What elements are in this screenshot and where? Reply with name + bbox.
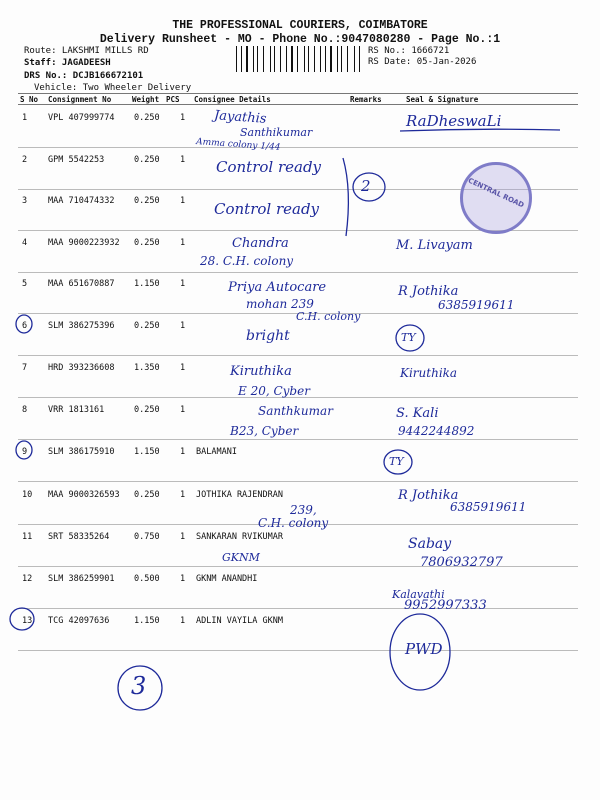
col-remarks: Remarks bbox=[350, 95, 382, 104]
r4-hand-name: Chandra bbox=[232, 236, 289, 251]
r10-signature: R Jothika bbox=[398, 488, 459, 503]
r5-hand-line2: mohan 239 bbox=[246, 297, 314, 311]
col-consignment: Consignment No bbox=[48, 95, 112, 104]
header-rule-top bbox=[18, 93, 578, 94]
rs-info bbox=[368, 46, 476, 68]
row-sno: 12 bbox=[22, 574, 33, 584]
staff-label: Staff: JAGADEESH bbox=[24, 58, 111, 68]
row-pcs: 1 bbox=[180, 155, 186, 165]
r8-hand-addr: B23, Cyber bbox=[230, 424, 299, 438]
r4-hand-addr: 28. C.H. colony bbox=[200, 254, 294, 268]
row-weight: 0.500 bbox=[134, 574, 160, 584]
row-pcs: 1 bbox=[180, 196, 186, 206]
row-pcs: 1 bbox=[180, 363, 186, 373]
row-weight: 0.750 bbox=[134, 532, 160, 542]
row-pcs: 1 bbox=[180, 490, 186, 500]
route-label: Route: LAKSHMI MILLS RD bbox=[24, 46, 149, 56]
row-consignment-no: SRT 58335264 bbox=[48, 532, 110, 542]
row-pcs: 1 bbox=[180, 279, 186, 289]
row-sno: 11 bbox=[22, 532, 33, 542]
row-consignment-no: MAA 651670887 bbox=[48, 279, 115, 289]
row-weight: 0.250 bbox=[134, 490, 160, 500]
row-weight: 0.250 bbox=[134, 321, 160, 331]
row-sno: 13 bbox=[22, 616, 33, 626]
row-consignment-no: VPL 407999774 bbox=[48, 113, 115, 123]
row-consignment-no: SLM 386175910 bbox=[48, 447, 115, 457]
row-consignment-no: HRD 393236608 bbox=[48, 363, 115, 373]
row-consignee: JOTHIKA RAJENDRAN bbox=[196, 490, 283, 500]
row-pcs: 1 bbox=[180, 321, 186, 331]
row-sno: 9 bbox=[22, 447, 28, 457]
row-weight: 0.250 bbox=[134, 238, 160, 248]
row-weight: 1.150 bbox=[134, 616, 160, 626]
drs-number: DRS No.: DCJB166672101 bbox=[24, 71, 144, 81]
row-divider bbox=[18, 608, 578, 609]
r11-phone: 7806932797 bbox=[420, 555, 503, 570]
row-weight: 1.150 bbox=[134, 279, 160, 289]
r11-signature: Sabay bbox=[408, 536, 452, 552]
r5-hand-line1: Priya Autocare bbox=[228, 280, 327, 295]
row-weight: 0.250 bbox=[134, 155, 160, 165]
row-sno: 10 bbox=[22, 490, 33, 500]
r8-phone: 9442244892 bbox=[398, 424, 475, 438]
row-consignee: ADLIN VAYILA GKNM bbox=[196, 616, 283, 626]
delivery-stamp: CENTRAL ROAD bbox=[460, 162, 532, 234]
r7-signature: Kiruthika bbox=[400, 366, 458, 380]
r6-hand-name: bright bbox=[246, 328, 290, 344]
row-sno: 3 bbox=[22, 196, 28, 206]
col-sno: S No bbox=[20, 95, 39, 104]
r1-hand-line2: Santhikumar bbox=[240, 126, 313, 139]
row-consignment-no: SLM 386259901 bbox=[48, 574, 115, 584]
bracket-mark bbox=[343, 158, 348, 236]
r13-signature: PWD bbox=[405, 640, 443, 658]
row-pcs: 1 bbox=[180, 616, 186, 626]
row-divider bbox=[18, 147, 578, 148]
row-weight: 0.250 bbox=[134, 405, 160, 415]
row-sno: 5 bbox=[22, 279, 28, 289]
col-pcs: PCS bbox=[166, 95, 180, 104]
r2-hand-note: Control ready bbox=[216, 158, 322, 176]
row-consignment-no: MAA 9000223932 bbox=[48, 238, 120, 248]
r2-circle-label: 2 bbox=[361, 177, 371, 195]
r9-signature: TY bbox=[389, 455, 404, 468]
r8-signature: S. Kali bbox=[396, 406, 439, 421]
r3-hand-note: Control ready bbox=[214, 200, 320, 218]
row-consignment-no: SLM 386275396 bbox=[48, 321, 115, 331]
header-rule-bottom bbox=[18, 104, 578, 105]
vehicle-label: Vehicle: Two Wheeler Delivery bbox=[34, 83, 192, 93]
rs-date: RS Date: 05-Jan-2026 bbox=[368, 57, 477, 67]
row-consignment-no: MAA 710474332 bbox=[48, 196, 115, 206]
row-divider bbox=[18, 650, 578, 651]
row-pcs: 1 bbox=[180, 405, 186, 415]
row-pcs: 1 bbox=[180, 574, 186, 584]
row-consignment-no: MAA 9000326593 bbox=[48, 490, 120, 500]
row-consignee: GKNM ANANDHI bbox=[196, 574, 258, 584]
col-seal: Seal & Signature bbox=[406, 95, 479, 104]
col-consignee: Consignee Details bbox=[194, 95, 271, 104]
row-sno: 7 bbox=[22, 363, 28, 373]
rs-number: RS No.: 1666721 bbox=[368, 46, 450, 56]
col-weight: Weight bbox=[132, 95, 160, 104]
r10-hand-addr1: 239, bbox=[290, 503, 317, 517]
r11-hand-note: GKNM bbox=[222, 551, 260, 564]
row-divider bbox=[18, 481, 578, 482]
row-weight: 1.350 bbox=[134, 363, 160, 373]
runsheet-subtitle: Delivery Runsheet - MO - Phone No.:9047080280 - Page No.:1 bbox=[99, 33, 501, 46]
r10-phone: 6385919611 bbox=[450, 500, 527, 514]
row-pcs: 1 bbox=[180, 447, 186, 457]
row-divider bbox=[18, 272, 578, 273]
r7-hand-addr: E 20, Cyber bbox=[238, 384, 310, 398]
r8-hand-name: Santhkumar bbox=[258, 404, 333, 418]
row-sno: 6 bbox=[22, 321, 28, 331]
row-consignment-no: TCG 42097636 bbox=[48, 616, 110, 626]
row-divider bbox=[18, 355, 578, 356]
r12-signature: Kalavathi bbox=[392, 588, 445, 601]
row-divider bbox=[18, 439, 578, 440]
row-weight: 0.250 bbox=[134, 113, 160, 123]
r5-hand-line3: C.H. colony bbox=[296, 310, 361, 323]
barcode-image bbox=[236, 46, 364, 72]
r5-phone: 6385919611 bbox=[438, 298, 515, 312]
row-sno: 4 bbox=[22, 238, 28, 248]
row-consignee: SANKARAN RVIKUMAR bbox=[196, 532, 283, 542]
r4-signature: M. Livayam bbox=[396, 238, 473, 253]
row-consignee: BALAMANI bbox=[196, 447, 237, 457]
row-sno: 8 bbox=[22, 405, 28, 415]
r5-signature: R Jothika bbox=[398, 284, 459, 299]
bottom-circle-label: 3 bbox=[131, 672, 147, 700]
r1-hand-line3: Amma colony 1/44 bbox=[195, 137, 281, 153]
row-sno: 1 bbox=[22, 113, 28, 123]
row-consignment-no: GPM 5542253 bbox=[48, 155, 105, 165]
r7-hand-name: Kiruthika bbox=[230, 364, 292, 379]
r12-phone: 9952997333 bbox=[404, 598, 487, 613]
row-weight: 1.150 bbox=[134, 447, 160, 457]
r1-signature: RaDheswaLi bbox=[406, 112, 502, 130]
company-title: THE PROFESSIONAL COURIERS, COIMBATORE bbox=[172, 19, 428, 32]
row-pcs: 1 bbox=[180, 113, 186, 123]
r1-hand-name: Jayathis bbox=[213, 108, 267, 127]
row-sno: 2 bbox=[22, 155, 28, 165]
r10-hand-addr2: C.H. colony bbox=[258, 516, 329, 530]
r6-signature: TY bbox=[401, 331, 416, 344]
row-weight: 0.250 bbox=[134, 196, 160, 206]
row-pcs: 1 bbox=[180, 238, 186, 248]
row-pcs: 1 bbox=[180, 532, 186, 542]
row-consignment-no: VRR 1813161 bbox=[48, 405, 105, 415]
